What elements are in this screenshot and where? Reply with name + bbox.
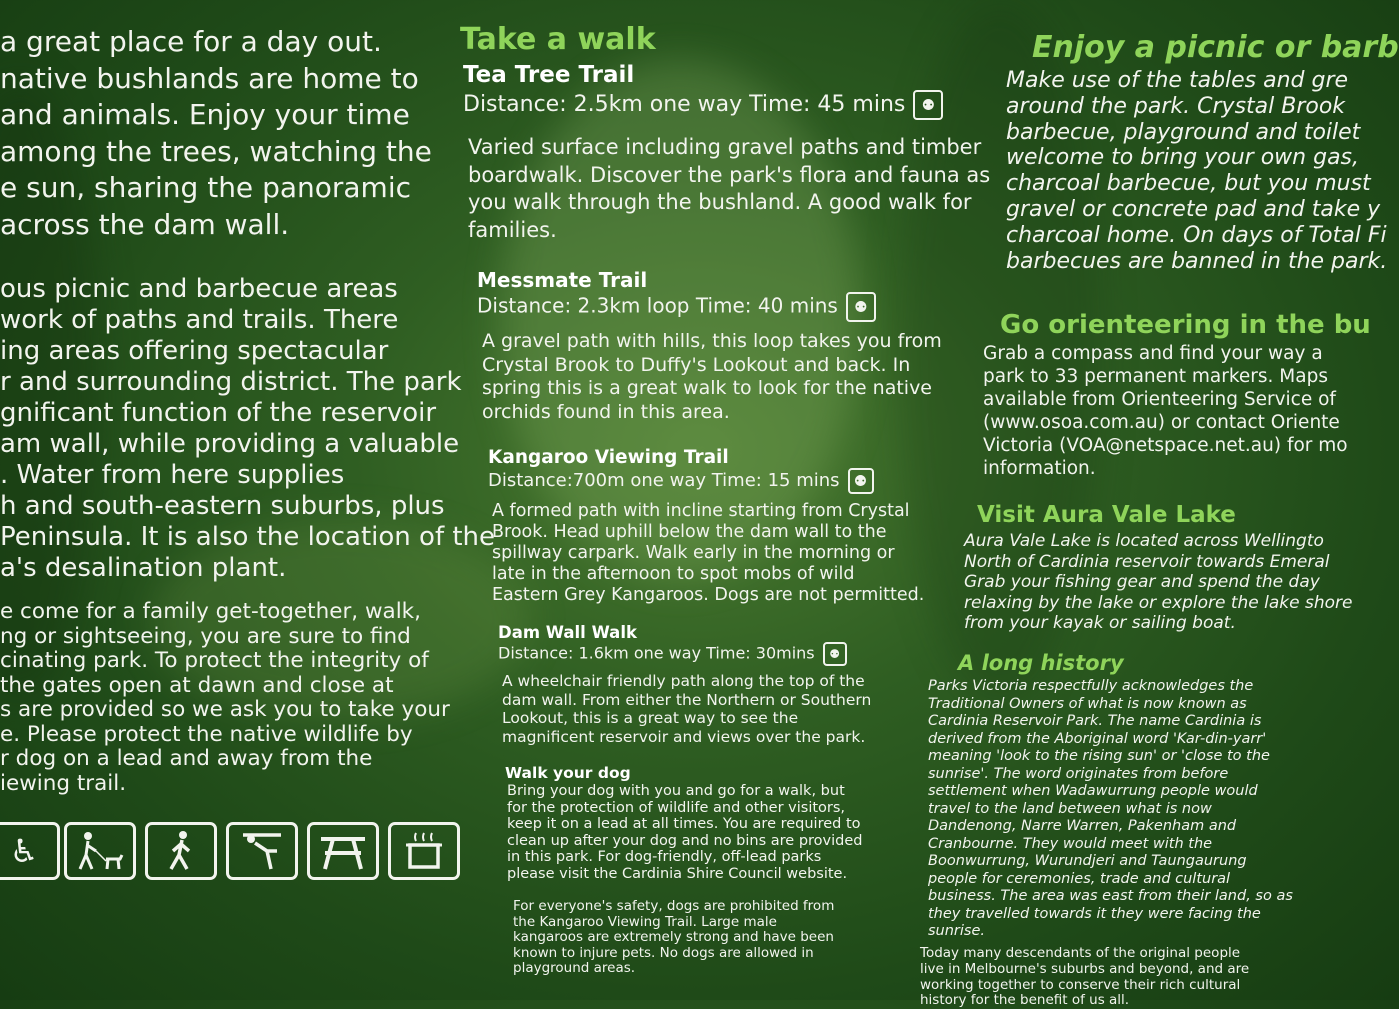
text-line: derived from the Aboriginal word 'Kar-din-yarr' xyxy=(928,730,1267,747)
text-line: please visit the Cardinia Shire Council website. xyxy=(507,865,848,882)
text-line: Aura Vale Lake is located across Wellingto xyxy=(964,531,1324,551)
text-line: . Water from here supplies xyxy=(0,460,345,490)
trail-title-messmate: Messmate Trail xyxy=(477,268,648,292)
text-line: ng or sightseeing, you are sure to find xyxy=(0,623,411,649)
orienteering-desc xyxy=(983,342,1348,481)
text-line: you walk through the bushland. A good walk for xyxy=(468,190,972,214)
text-line: cinating park. To protect the integrity of xyxy=(0,648,429,673)
text-line: live in Melbourne's suburbs and beyond, and are xyxy=(920,960,1250,977)
text-line: in this park. For dog-friendly, off-lead parks xyxy=(507,849,822,866)
text-line: information. xyxy=(983,458,1096,480)
text-line: available from Orienteering Service of xyxy=(983,389,1336,411)
text-line: boardwalk. Discover the park's flora and fauna as xyxy=(468,162,991,187)
text-line: Grab your fishing gear and spend the day xyxy=(964,572,1320,592)
section-title-walk-your-dog: Walk your dog xyxy=(505,764,631,782)
text-line: welcome to bring your own gas, xyxy=(1006,145,1360,171)
text-line: barbecue, playground and toilet xyxy=(1006,119,1361,145)
section-heading-history: A long history xyxy=(958,651,1124,675)
text-line: the gates open at dawn and close at xyxy=(0,672,394,698)
text-line: charcoal barbecue, but you must xyxy=(1006,171,1371,197)
trail-title-dam-wall: Dam Wall Walk xyxy=(498,623,637,642)
left-paragraph-1 xyxy=(0,24,432,244)
left-paragraph-2 xyxy=(0,274,495,584)
hiker-icon: ⚉ xyxy=(846,292,876,322)
text-line: Victoria (VOA@netspace.net.au) for mo xyxy=(983,435,1348,457)
text-line: across the dam wall. xyxy=(0,207,290,241)
text-line: ous picnic and barbecue areas xyxy=(0,274,398,304)
text-line: ing areas offering spectacular xyxy=(0,336,389,366)
picnic-table-icon xyxy=(307,822,379,880)
text-line: Lookout, this is a great way to see the xyxy=(502,709,799,727)
dog-desc xyxy=(507,783,862,883)
hiker-icon: ⚉ xyxy=(913,90,943,120)
walking-icon xyxy=(145,822,217,880)
text-line: h and south-eastern suburbs, plus xyxy=(0,491,445,521)
text-line: settlement when Wadawurrung people would xyxy=(928,783,1258,799)
hiker-icon: ⚉ xyxy=(823,642,847,666)
text-line: Traditional Owners of what is now known as xyxy=(928,695,1247,712)
trail-info-kangaroo: Distance:700m one way Time: 15 mins ⚉ xyxy=(488,468,874,494)
text-line: history for the benefit of us all. xyxy=(920,992,1130,1009)
trail-title-tea-tree: Tea Tree Trail xyxy=(463,62,635,88)
text-line: the Kangaroo Viewing Trail. Large male xyxy=(513,913,777,930)
text-line: families. xyxy=(468,217,557,242)
text-line: keep it on a lead at all times. You are required to xyxy=(507,816,861,833)
text-line: orchids found in this area. xyxy=(482,400,730,423)
text-line: spillway carpark. Walk early in the morning or xyxy=(492,543,895,563)
wheelchair-icon: ♿ xyxy=(0,822,60,880)
text-line: park to 33 permanent markers. Maps xyxy=(983,366,1328,388)
text-line: Boonwurrung, Wurundjeri and Taungaurung xyxy=(928,853,1247,869)
text-line: Grab a compass and find your way a xyxy=(983,343,1323,364)
text-line: e sun, sharing the panoramic xyxy=(0,171,411,205)
trail-info-dam-wall: Distance: 1.6km one way Time: 30mins ⚉ xyxy=(498,642,847,666)
text-line: A wheelchair friendly path along the top of the xyxy=(502,672,865,690)
hiker-icon: ⚉ xyxy=(848,468,874,494)
trail-desc-tea-tree xyxy=(468,134,990,244)
text-line: kangaroos are extremely strong and have been xyxy=(513,929,834,945)
history-desc xyxy=(928,678,1293,941)
text-line: sunrise. xyxy=(928,923,986,939)
text-line: e come for a family get-together, walk, xyxy=(0,599,421,624)
text-line: am wall, while providing a valuable xyxy=(0,429,460,459)
text-line: Bring your dog with you and go for a walk, but xyxy=(507,783,845,799)
text-line: around the park. Crystal Brook xyxy=(1006,93,1346,119)
text-line: r dog on a lead and away from the xyxy=(0,746,373,771)
section-heading-picnic: Enjoy a picnic or barb xyxy=(1032,30,1399,65)
dog-walking-icon xyxy=(64,822,136,880)
text-line: charcoal home. On days of Total Fi xyxy=(1006,222,1387,248)
text-line: Today many descendants of the original people xyxy=(920,945,1241,961)
text-line: a's desalination plant. xyxy=(0,553,287,583)
text-line: e. Please protect the native wildlife by xyxy=(0,721,413,747)
trail-title-kangaroo: Kangaroo Viewing Trail xyxy=(488,447,729,468)
text-line: among the trees, watching the xyxy=(0,134,432,168)
text-line: North of Cardinia reservoir towards Emeral xyxy=(964,551,1330,572)
text-line: sunrise'. The word originates from before xyxy=(928,765,1229,782)
text-line: work of paths and trails. There xyxy=(0,305,399,335)
text-line: travel to the land between what is now xyxy=(928,800,1212,817)
trail-desc-messmate xyxy=(482,330,942,424)
text-line: spring this is a great walk to look for the native xyxy=(482,377,932,399)
text-line: r and surrounding district. The park xyxy=(0,367,462,397)
text-line: people for ceremonies, trade and cultural xyxy=(928,870,1231,887)
text-line: Make use of the tables and gre xyxy=(1006,68,1349,93)
barbecue-icon xyxy=(388,822,460,880)
trail-desc-dam-wall xyxy=(502,672,871,746)
text-line: Eastern Grey Kangaroos. Dogs are not permitted. xyxy=(492,585,925,605)
text-line: clean up after your dog and no bins are provided xyxy=(507,832,863,849)
text-line: (www.osoa.com.au) or contact Oriente xyxy=(983,412,1340,434)
text-line: dam wall. From either the Northern or Southern xyxy=(502,690,872,709)
section-heading-take-a-walk: Take a walk xyxy=(460,22,656,57)
dog-safety-note xyxy=(513,899,834,977)
text-line: known to injure pets. No dogs are allowed in xyxy=(513,944,814,961)
text-line: relaxing by the lake or explore the lake shore xyxy=(964,592,1353,613)
text-line: Varied surface including gravel paths and timber xyxy=(468,135,982,159)
text-line: for the protection of wildlife and other visitors, xyxy=(507,799,846,816)
picnic-desc xyxy=(1006,68,1387,274)
text-line: A gravel path with hills, this loop takes you from xyxy=(482,330,942,352)
text-line: magnificent reservoir and views over the park. xyxy=(502,727,866,746)
text-line: Brook. Head uphill below the dam wall to the xyxy=(492,522,887,542)
drinking-fountain-icon xyxy=(226,822,298,880)
text-line: from your kayak or sailing boat. xyxy=(964,613,1236,633)
section-heading-orienteering: Go orienteering in the bu xyxy=(1000,310,1371,340)
text-line: business. The area was east from their land, so as xyxy=(928,888,1293,904)
text-line: A formed path with incline starting from Crystal xyxy=(492,501,910,521)
text-line: s are provided so we ask you to take your xyxy=(0,697,450,722)
left-paragraph-3 xyxy=(0,600,450,796)
text-line: Cardinia Reservoir Park. The name Cardinia is xyxy=(928,713,1262,729)
history-desc-2 xyxy=(920,946,1249,1009)
text-line: Dandenong, Narre Warren, Pakenham and xyxy=(928,818,1237,834)
text-line: barbecues are banned in the park. xyxy=(1006,248,1388,274)
text-line: For everyone's safety, dogs are prohibited from xyxy=(513,898,835,914)
trail-desc-kangaroo xyxy=(492,501,924,606)
aura-vale-desc xyxy=(964,531,1352,634)
text-line: playground areas. xyxy=(513,960,636,976)
text-line: they travelled towards it they were facing the xyxy=(928,905,1261,922)
text-line: meaning 'look to the rising sun' or 'close to the xyxy=(928,748,1270,764)
text-line: Crystal Brook to Duffy's Lookout and back. In xyxy=(482,353,911,376)
section-heading-aura-vale: Visit Aura Vale Lake xyxy=(977,502,1236,528)
text-line: Cranbourne. They would meet with the xyxy=(928,835,1213,852)
text-line: Peninsula. It is also the location of the xyxy=(0,522,496,552)
text-line: and animals. Enjoy your time xyxy=(0,98,410,132)
text-line: iewing trail. xyxy=(0,770,127,796)
trail-info-tea-tree: Distance: 2.5km one way Time: 45 mins ⚉ xyxy=(463,90,943,120)
text-line: native bushlands are home to xyxy=(0,61,419,95)
text-line: gravel or concrete pad and take y xyxy=(1006,196,1381,222)
text-line: late in the afternoon to spot mobs of wild xyxy=(492,564,855,584)
text-line: a great place for a day out. xyxy=(0,25,382,58)
trail-info-messmate: Distance: 2.3km loop Time: 40 mins ⚉ xyxy=(477,292,876,322)
text-line: Parks Victoria respectfully acknowledges the xyxy=(928,678,1254,694)
text-line: gnificant function of the reservoir xyxy=(0,398,437,428)
text-line: working together to conserve their rich cultural xyxy=(920,976,1241,993)
